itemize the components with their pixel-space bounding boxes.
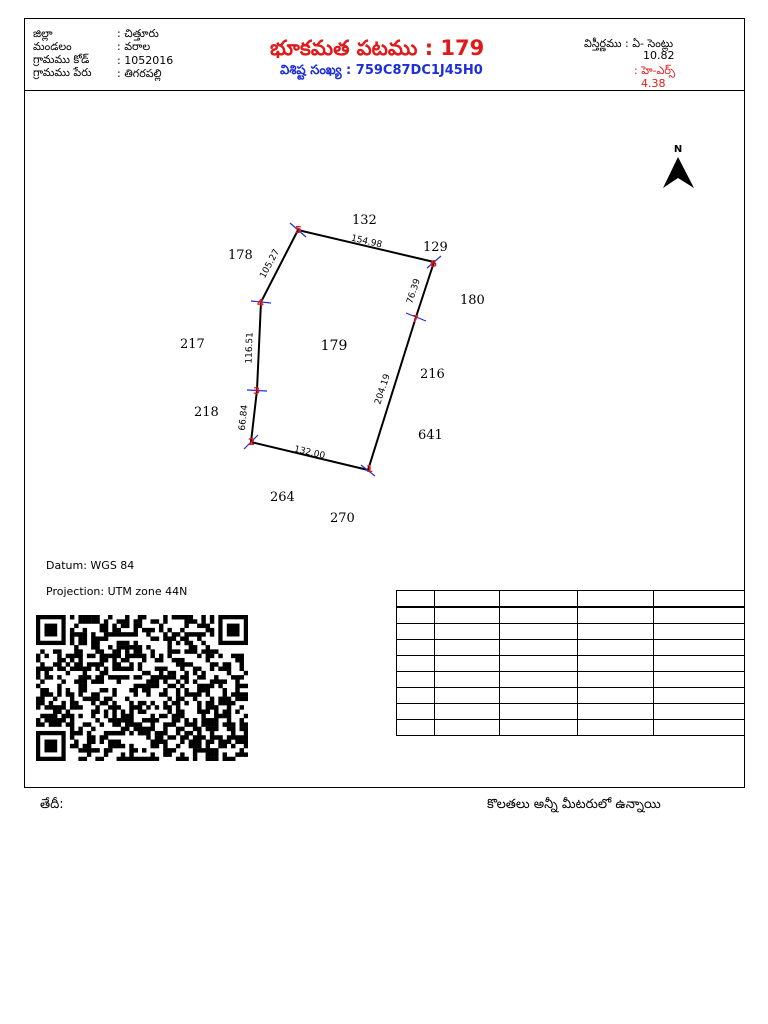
neighbor-survey-number: 132: [352, 213, 377, 228]
vertex-label: 5: [295, 225, 302, 236]
neighbor-survey-number: 264: [270, 490, 295, 505]
neighbor-survey-number: 129: [423, 240, 448, 255]
table-row: [397, 640, 745, 656]
area-label-acres: విస్తీర్ణము : ఏ- సెంట్లు: [584, 37, 674, 50]
north-label: N: [673, 144, 683, 155]
neighbor-survey-number: 641: [418, 428, 443, 443]
area-value-acres: 10.82: [643, 49, 675, 62]
projection-text: Projection: UTM zone 44N: [46, 585, 188, 598]
vertex-label: 6: [430, 259, 437, 270]
neighbor-survey-number: 216: [420, 367, 445, 382]
table-cell: [435, 591, 500, 608]
table-row: [397, 704, 745, 720]
area-value-hectares: 4.38: [641, 77, 666, 90]
page-title: భూకమత పటము : 179: [270, 36, 485, 60]
unique-id: విశిష్ట సంఖ్య : 759C87DC1J45H0: [280, 63, 483, 78]
edge-length: 132.00: [292, 444, 326, 462]
table-row: [397, 720, 745, 736]
edge-length: 66.84: [237, 404, 251, 432]
parcel-number: 179: [320, 338, 348, 354]
edge-length: 76.39: [405, 277, 423, 306]
table-cell: [500, 591, 578, 608]
table-row: [397, 672, 745, 688]
vertex-label: 2: [248, 437, 255, 448]
table-cell: [397, 591, 435, 608]
edge-length: 204.19: [373, 372, 393, 406]
vertex-label: 1: [366, 464, 373, 475]
area-label-hectares: : హె-ఎర్స్: [634, 64, 676, 77]
village-name-value: : తిగరపల్లి: [117, 67, 162, 80]
neighbor-survey-number: 218: [194, 405, 219, 420]
date-label: తేదీ:: [40, 797, 64, 812]
village-name-label: గ్రామము పేరు: [33, 66, 92, 79]
units-note: కొలతలు అన్నీ మీటరులో ఉన్నాయి: [487, 797, 661, 812]
coordinates-table: [396, 590, 745, 736]
district-value: : చిత్తూరు: [117, 27, 159, 40]
neighbor-survey-number: 178: [228, 248, 253, 263]
table-cell: [578, 591, 654, 608]
district-label: జిల్లా: [33, 27, 53, 40]
table-row: [397, 656, 745, 672]
vertex-label: 4: [257, 298, 264, 309]
neighbor-survey-number: 217: [180, 337, 205, 352]
table-row: [397, 624, 745, 640]
village-code-label: గ్రామము కోడ్: [33, 53, 90, 66]
edge-length: 154.98: [349, 233, 383, 251]
village-code-value: : 1052016: [117, 54, 174, 67]
table-row: [397, 688, 745, 704]
mandal-value: : వరాల: [117, 40, 151, 53]
mandal-label: మండలం: [33, 40, 72, 53]
north-arrow-icon: [663, 157, 694, 188]
edge-length: 105.27: [258, 247, 283, 281]
table-cell: [654, 591, 745, 608]
edge-length: 116.51: [244, 332, 256, 364]
table-row: [397, 607, 745, 624]
vertex-label: 7: [412, 314, 419, 325]
vertex-label: 3: [253, 386, 260, 397]
neighbor-survey-number: 270: [330, 511, 355, 526]
datum-text: Datum: WGS 84: [46, 559, 135, 572]
qr-code: [36, 615, 248, 761]
neighbor-survey-number: 180: [460, 293, 485, 308]
